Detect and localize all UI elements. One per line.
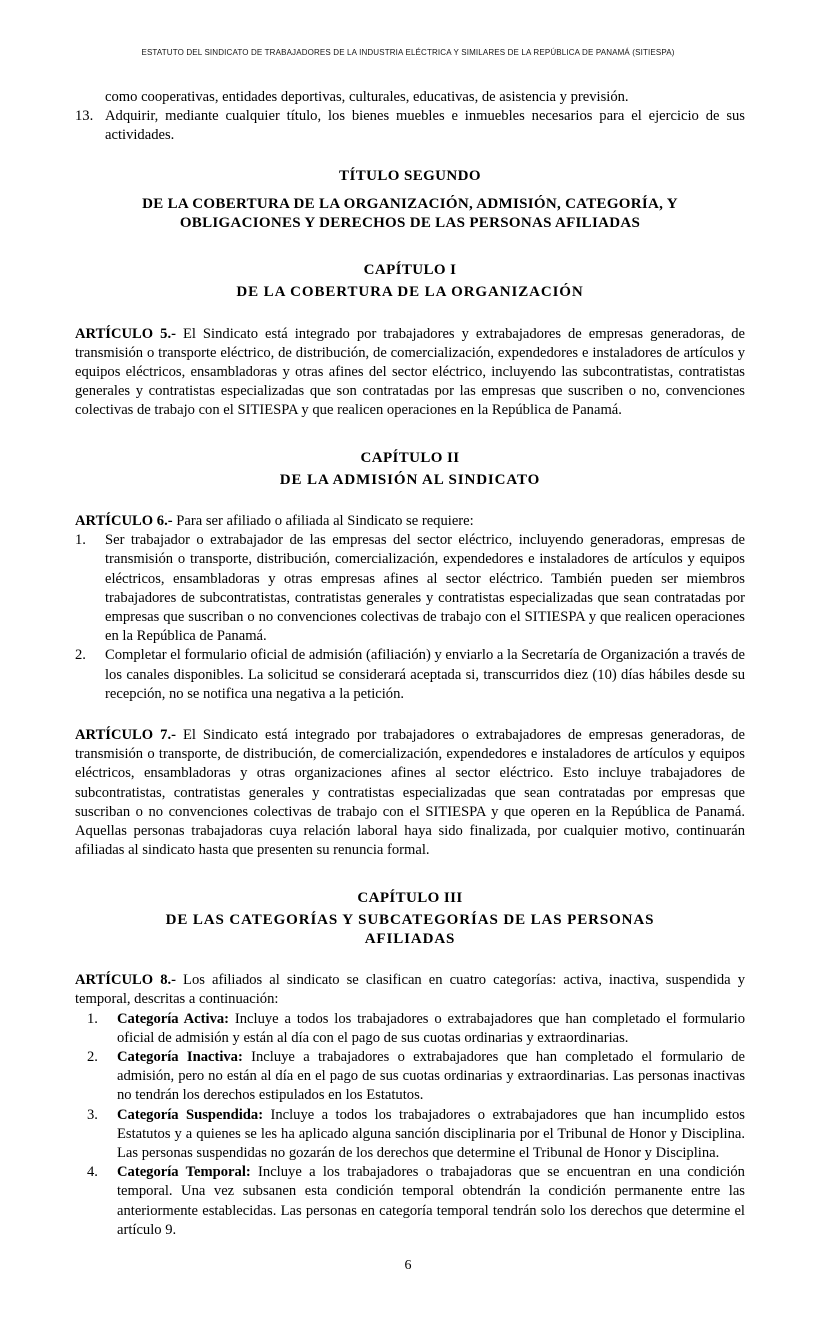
articulo-6-list	[75, 531, 745, 704]
list-item	[87, 1010, 745, 1048]
list-item-number: 1.	[75, 532, 86, 549]
articulo-7-paragraph	[75, 726, 745, 860]
capitulo-1-heading	[75, 261, 745, 302]
category-inactive-text: Incluye a trabajadores o extrabajadores que han completado el formulario de admisión, pero no están al día en el pago de sus cuotas ordinarias y extraordinarias. Las personas inactivas no tendrán los derechos estipulados en los Estatutos.	[117, 1048, 746, 1104]
titulo-segundo-subtitle: DE LA COBERTURA DE LA ORGANIZACIÓN, ADMISIÓN, CATEGORÍA, Y OBLIGACIONES Y DERECHOS DE LAS PERSONAS AFILIADAS	[142, 195, 678, 232]
articulo-5-label: ARTÍCULO 5.-	[75, 325, 176, 342]
category-active-label: Categoría Activa:	[117, 1010, 230, 1027]
capitulo-3-heading	[75, 889, 745, 950]
list-item-number: 4.	[87, 1164, 98, 1181]
articulo-7-label: ARTÍCULO 7.-	[75, 727, 176, 744]
articulo-7-text: El Sindicato está integrado por trabajadores o extrabajadores de empresas generadoras, de transmisión o transporte, de distribución, de comercialización, expendedores e instaladores de artículos y equipos eléctricos, ensambladoras y otras organizaciones afines al sector eléctrico. Esto incluye trabajadores de subcontratistas, contratistas generales y contratistas especializadas que sean contratadas por empresas que suscriban o no convenciones colectivas de trabajo con el SITIESPA y que operen en la República de Panamá. Aquellas personas trabajadoras cuya relación laboral haya sido finalizada, por cualquier motivo, continuarán afiliadas al sindicato hasta que presenten su renuncia formal.	[75, 727, 745, 859]
category-temporary-text: Incluye a los trabajadores o trabajadoras que se encuentran en una condición temporal. Una vez subsanen esta condición temporal obtendrán la condición permanente entre las anteriormente establecidas. Las personas en categoría temporal tendrán solo los derechos que determine el artículo 9.	[117, 1164, 745, 1238]
articulo-8-list	[87, 1010, 745, 1240]
capitulo-2-title: CAPÍTULO II	[360, 449, 460, 466]
category-inactive-label: Categoría Inactiva:	[117, 1048, 243, 1065]
capitulo-1-subtitle: DE LA COBERTURA DE LA ORGANIZACIÓN	[236, 284, 584, 301]
articulo-5-paragraph	[75, 325, 745, 421]
articulo-8-text: Los afiliados al sindicato se clasifican en cuatro categorías: activa, inactiva, suspendida y temporal, descritas a continuación:	[75, 972, 745, 1008]
category-suspended-text: Incluye a todos los trabajadores o extrabajadores que han incumplido estos Estatutos y a quienes se les ha aplicado alguna sanción disciplinaria por el Tribunal de Honor y Disciplina. Las personas suspendidas no gozarán de los derechos que determine el Tribunal de Honor y Disciplina.	[117, 1106, 745, 1161]
articulo-8-intro	[75, 971, 745, 1009]
capitulo-2-subtitle: DE LA ADMISIÓN AL SINDICATO	[279, 471, 541, 488]
list-item	[75, 646, 745, 704]
capitulo-2-heading	[75, 449, 745, 490]
articulo-6-intro	[75, 512, 745, 531]
page-number: 6	[404, 1258, 412, 1273]
articulo-5-text: El Sindicato está integrado por trabajadores y extrabajadores de empresas generadoras, de transmisión o transporte eléctrico, de distribución, de comercialización, expendedores e instaladores de artículos y equipos eléctricos, ensambladoras y otras afines del sector eléctrico, incluyendo las subcontratistas, contratistas generales y contratistas especializadas que son contratadas por las empresas que suscriben o no, convenciones colectivas de trabajo con el SITIESPA y que realicen operaciones en la República de Panamá.	[75, 325, 745, 419]
carryover-line: como cooperativas, entidades deportivas, culturales, educativas, de asistencia y previsión.	[105, 89, 629, 105]
list-item-text	[117, 1010, 745, 1048]
list-item	[87, 1106, 745, 1164]
list-item-text	[117, 1048, 745, 1106]
list-item-number: 2.	[75, 647, 86, 664]
titulo-segundo-title: TÍTULO SEGUNDO	[339, 167, 481, 184]
list-item	[87, 1048, 745, 1106]
capitulo-1-title: CAPÍTULO I	[363, 262, 457, 279]
list-item-text: Ser trabajador o extrabajador de las empresas del sector eléctrico, incluyendo generadoras, empresas de transmisión o transporte, distribución, comercialización, expendedores e instaladores de artículos y equipos eléctricos, ensambladoras y otras empresas afines al sector eléctrico. También pueden ser miembros trabajadores de subcontratistas, contratistas generales y contratistas especializadas que sean contratadas por empresas que suscriban o no convenciones colectivas de trabajo con el SITIESPA y que realicen operaciones en la República de Panamá.	[105, 532, 745, 645]
category-suspended-label: Categoría Suspendida:	[117, 1106, 264, 1123]
category-temporary-label: Categoría Temporal:	[117, 1164, 251, 1181]
articulo-6-text: Para ser afiliado o afiliada al Sindicato se requiere:	[172, 513, 474, 530]
running-header: ESTATUTO DEL SINDICATO DE TRABAJADORES DE LA INDUSTRIA ELÉCTRICA Y SIMILARES DE LA REPÚBLICA DE PANAMÁ (SITIESPA)	[141, 48, 675, 57]
capitulo-3-subtitle: DE LAS CATEGORÍAS Y SUBCATEGORÍAS DE LAS PERSONAS AFILIADAS	[165, 911, 655, 947]
list-item-number: 2.	[87, 1048, 98, 1065]
list-item-number: 1.	[87, 1010, 98, 1027]
list-item-text: Completar el formulario oficial de admisión (afiliación) y enviarlo a la Secretaría de Organización a través de los canales disponibles. La solicitud se considerará aceptada si, transcurridos diez (10) días hábiles desde su recepción, no se notifica una negativa a la petición.	[105, 647, 745, 702]
articulo-6-label: ARTÍCULO 6.-	[75, 513, 173, 530]
category-active-text: Incluye a todos los trabajadores o extrabajadores que han completado el formulario oficial de admisión y están al día con el pago de sus cuotas ordinarias y extraordinarias.	[117, 1010, 745, 1046]
articulo-8-label: ARTÍCULO 8.-	[75, 972, 176, 989]
list-item-number: 13.	[75, 108, 94, 125]
list-item-text	[117, 1163, 745, 1240]
list-item	[75, 531, 745, 646]
list-item-13	[75, 107, 745, 145]
list-item	[87, 1163, 745, 1240]
list-item-number: 3.	[87, 1106, 98, 1123]
list-item-text: Adquirir, mediante cualquier título, los bienes muebles e inmuebles necesarios para el ejercicio de sus actividades.	[105, 108, 745, 144]
capitulo-3-title: CAPÍTULO III	[357, 889, 463, 906]
list-item-text	[117, 1106, 745, 1164]
titulo-segundo-heading	[75, 167, 745, 234]
